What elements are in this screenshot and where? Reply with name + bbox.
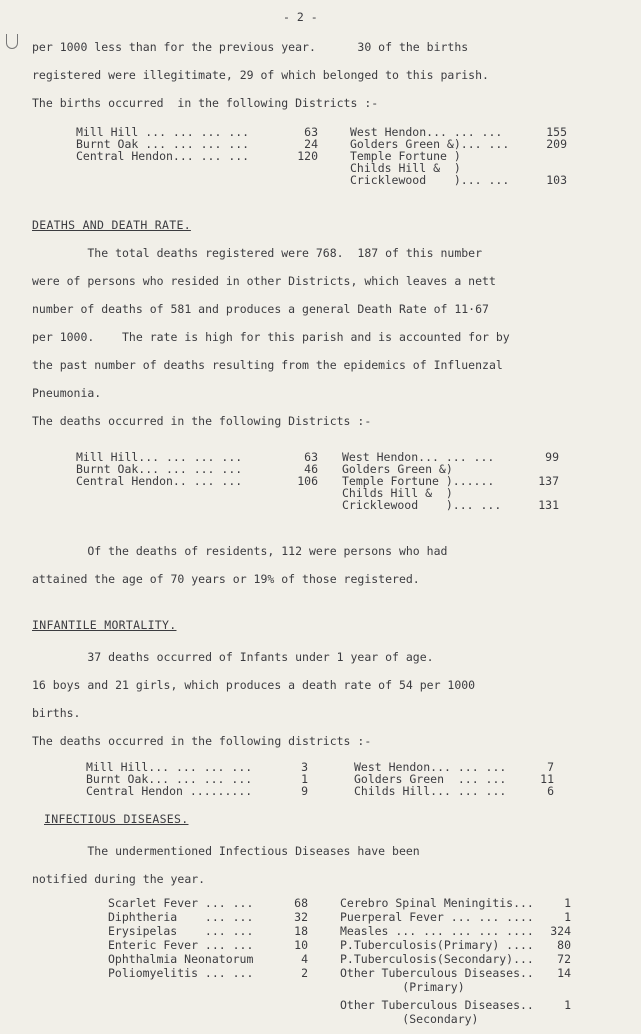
infant-right-list xyxy=(354,760,554,796)
births-right-list xyxy=(350,125,567,185)
deaths-line-7: The deaths occurred in the following Districts :- xyxy=(32,414,372,428)
list-item: Diphtheria ... ... 32 xyxy=(108,910,308,924)
list-item: Puerperal Fever ... ... .... 1 xyxy=(340,910,571,924)
diseases-left-list xyxy=(108,896,308,980)
list-item: Golders Green &)... ... 209 xyxy=(350,137,567,151)
deaths-line-6: Pneumonia. xyxy=(32,386,102,400)
list-item: Temple Fortune ) xyxy=(350,149,461,163)
page-number: - 2 - xyxy=(283,10,318,24)
list-item: Childs Hill & ) xyxy=(350,161,461,175)
list-item: Enteric Fever ... ... 10 xyxy=(108,938,308,952)
deaths-heading: DEATHS AND DEATH RATE. xyxy=(32,218,191,232)
intro-line-2: registered were illegitimate, 29 of which belonged to this parish. xyxy=(32,68,489,82)
list-item: Other Tuberculous Diseases.. 1 xyxy=(340,998,571,1012)
list-item: Temple Fortune )...... 137 xyxy=(342,474,559,488)
infectious-line-2: notified during the year. xyxy=(32,872,206,886)
deaths-line-2: were of persons who resided in other Districts, which leaves a nett xyxy=(32,274,496,288)
infant-line-3: births. xyxy=(32,706,81,720)
infant-heading: INFANTILE MORTALITY. xyxy=(32,618,177,632)
list-item: P.Tuberculosis(Primary) .... 80 xyxy=(340,938,571,952)
list-item: Erysipelas ... ... 18 xyxy=(108,924,308,938)
list-item: Scarlet Fever ... ... 68 xyxy=(108,896,308,910)
infant-line-2: 16 boys and 21 girls, which produces a death rate of 54 per 1000 xyxy=(32,678,476,692)
list-item: Poliomyelitis ... ... 2 xyxy=(108,966,308,980)
list-item: Measles ... ... ... ... .... 324 xyxy=(340,924,571,938)
list-item: Childs Hill & ) xyxy=(342,486,453,500)
list-item: P.Tuberculosis(Secondary)... 72 xyxy=(340,952,571,966)
list-item: West Hendon... ... ... 99 xyxy=(342,450,559,464)
list-item: Other Tuberculous Diseases.. 14 xyxy=(340,966,571,980)
list-item: Mill Hill... ... ... ... 3 xyxy=(86,760,308,774)
list-item: (Secondary) xyxy=(340,1012,479,1026)
list-item: Cricklewood )... ... 103 xyxy=(350,173,567,187)
infant-left-list xyxy=(86,760,308,796)
list-item: Ophthalmia Neonatorum 4 xyxy=(108,952,308,966)
list-item: West Hendon... ... ... 7 xyxy=(354,760,554,774)
list-item: West Hendon... ... ... 155 xyxy=(350,125,567,139)
deaths-left-list xyxy=(76,450,318,486)
infant-line-1: 37 deaths occurred of Infants under 1 year of age. xyxy=(32,650,434,664)
deaths-line-3: number of deaths of 581 and produces a general Death Rate of 11·67 xyxy=(32,302,489,316)
elderly-line-2: attained the age of 70 years or 19% of those registered. xyxy=(32,572,420,586)
infant-line-4: The deaths occurred in the following districts :- xyxy=(32,734,372,748)
list-item: Central Hendon ......... 9 xyxy=(86,784,308,798)
binding-mark xyxy=(6,34,18,49)
list-item: Central Hendon... ... ... 120 xyxy=(76,149,318,163)
list-item: Childs Hill... ... ... 6 xyxy=(354,784,554,798)
deaths-line-5: the past number of deaths resulting from the epidemics of Influenzal xyxy=(32,358,503,372)
list-item: Golders Green &) xyxy=(342,462,453,476)
intro-line-3: The births occurred in the following Districts :- xyxy=(32,96,379,110)
deaths-right-list xyxy=(342,450,559,510)
deaths-line-1: The total deaths registered were 768. 187 of this number xyxy=(32,246,483,260)
diseases-right-list xyxy=(340,896,571,1026)
births-left-list xyxy=(76,125,318,161)
deaths-line-4: per 1000. The rate is high for this parish and is accounted for by xyxy=(32,330,510,344)
elderly-line-1: Of the deaths of residents, 112 were persons who had xyxy=(32,544,448,558)
list-item: Cerebro Spinal Meningitis... 1 xyxy=(340,896,571,910)
list-item: Mill Hill ... ... ... ... 63 xyxy=(76,125,318,139)
list-item: Burnt Oak... ... ... ... 46 xyxy=(76,462,318,476)
list-item: Golders Green ... ... 11 xyxy=(354,772,554,786)
list-item: Burnt Oak... ... ... ... 1 xyxy=(86,772,308,786)
list-item: (Primary) xyxy=(340,980,465,994)
infectious-heading: INFECTIOUS DISEASES. xyxy=(44,812,189,826)
list-item: Central Hendon.. ... ... 106 xyxy=(76,474,318,488)
list-item: Burnt Oak ... ... ... ... 24 xyxy=(76,137,318,151)
infectious-line-1: The undermentioned Infectious Diseases have been xyxy=(32,844,420,858)
intro-line-1: per 1000 less than for the previous year. 30 of the births xyxy=(32,40,469,54)
list-item: Mill Hill... ... ... ... 63 xyxy=(76,450,318,464)
list-item: Cricklewood )... ... 131 xyxy=(342,498,559,512)
